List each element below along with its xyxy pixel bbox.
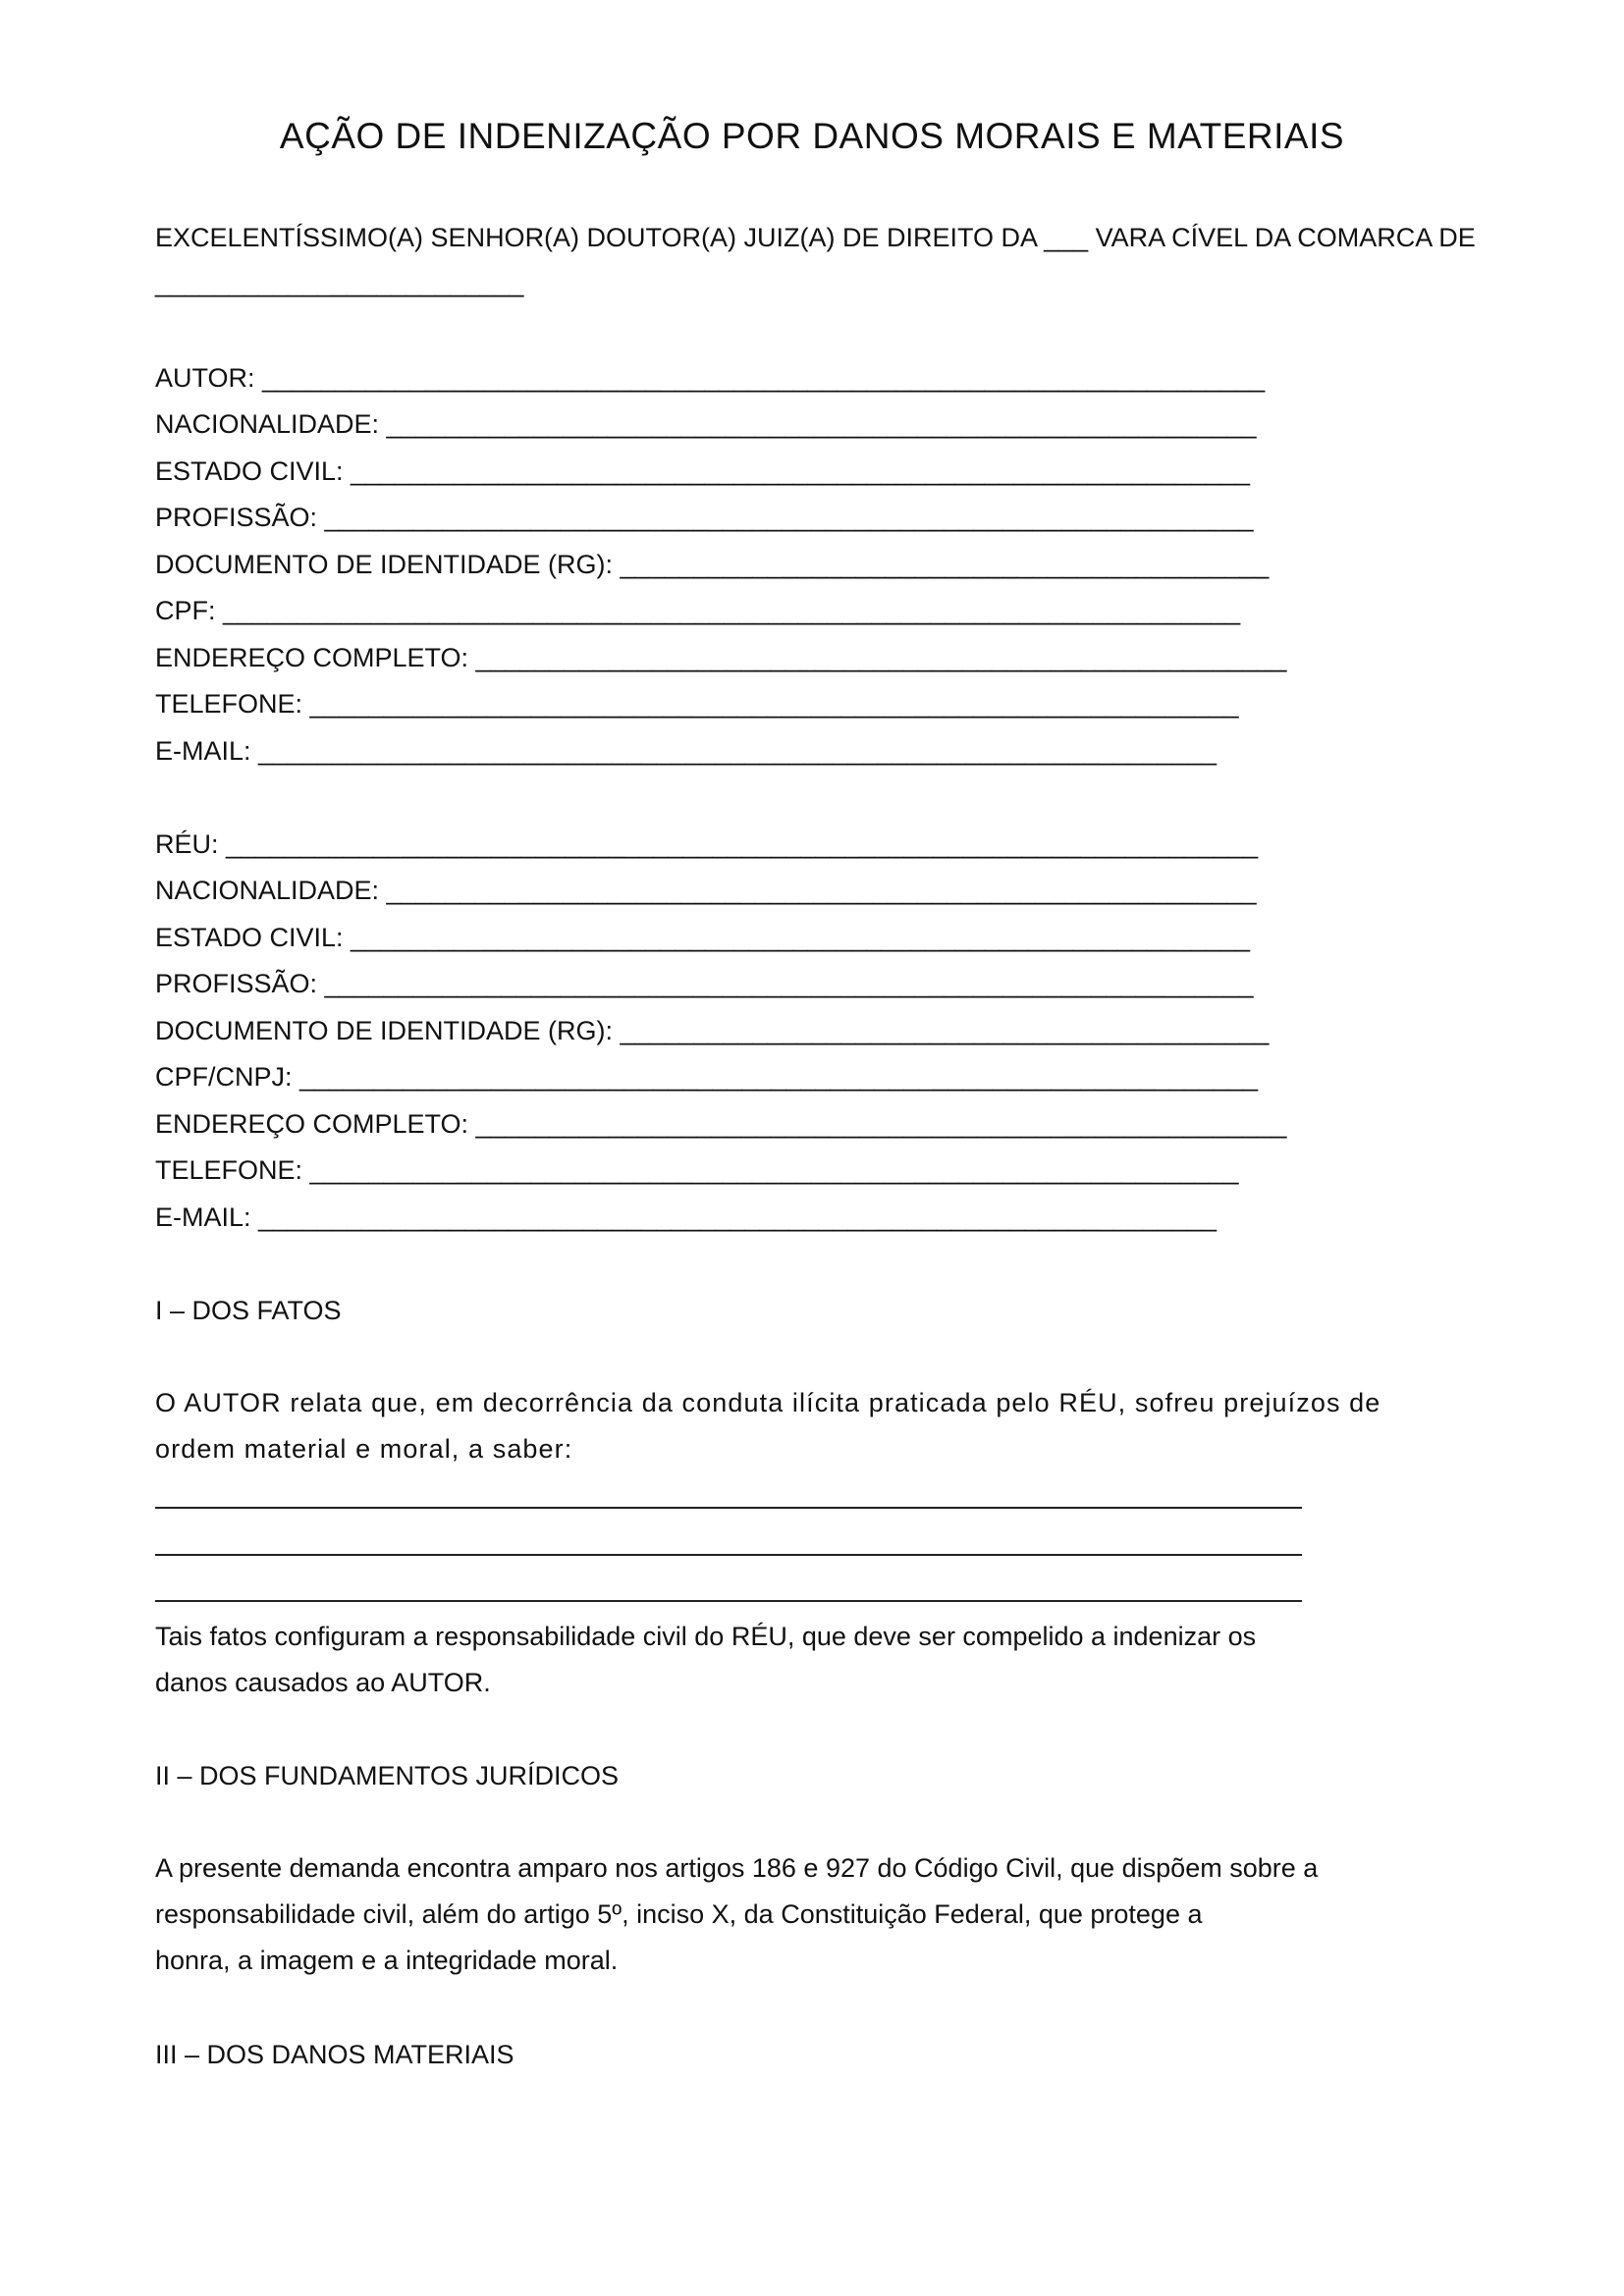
- fatos-intro-paragraph: [155, 1380, 1380, 1472]
- section-heading-fundamentos: II – DOS FUNDAMENTOS JURÍDICOS: [155, 1761, 620, 1790]
- autor-profissao-field: PROFISSÃO: _______________________________________________________________: [155, 503, 1254, 532]
- fatos-intro-line: ordem material e moral, a saber:: [155, 1434, 573, 1464]
- fatos-conclusion-line: Tais fatos configuram a responsabilidade civil do RÉU, que deve ser compelido a indenizar os: [155, 1622, 1257, 1651]
- fatos-conclusion-line: danos causados ao AUTOR.: [155, 1668, 491, 1697]
- reu-rg-field: DOCUMENTO DE IDENTIDADE (RG): ____________________________________________: [155, 1016, 1270, 1045]
- reu-profissao-field: PROFISSÃO: _______________________________________________________________: [155, 969, 1254, 998]
- addressee-line: EXCELENTÍSSIMO(A) SENHOR(A) DOUTOR(A) JUIZ(A) DE DIREITO DA ___ VARA CÍVEL DA COMARCA DE: [155, 223, 1476, 252]
- comarca-blank: _________________________: [155, 268, 524, 297]
- fundamentos-line: A presente demanda encontra amparo nos artigos 186 e 927 do Código Civil, que dispõem sobre a: [155, 1853, 1319, 1883]
- autor-nacionalidade-field: NACIONALIDADE: ___________________________________________________________: [155, 409, 1257, 439]
- autor-email-field: E-MAIL: _________________________________________________________________: [155, 736, 1218, 766]
- section-heading-danos-materiais: III – DOS DANOS MATERIAIS: [155, 2040, 514, 2069]
- reu-email-field: E-MAIL: _________________________________________________________________: [155, 1202, 1218, 1232]
- fatos-blank-line: [155, 1507, 1302, 1510]
- reu-estado-civil-field: ESTADO CIVIL: _____________________________________________________________: [155, 923, 1251, 952]
- fatos-conclusion-paragraph: [155, 1614, 1256, 1706]
- reu-nacionalidade-field: NACIONALIDADE: ___________________________________________________________: [155, 876, 1257, 905]
- autor-endereco-field: ENDEREÇO COMPLETO: _______________________________________________________: [155, 643, 1287, 672]
- reu-endereco-field: ENDEREÇO COMPLETO: _______________________________________________________: [155, 1109, 1287, 1139]
- autor-estado-civil-field: ESTADO CIVIL: _____________________________________________________________: [155, 456, 1251, 486]
- reu-field: RÉU: ______________________________________________________________________: [155, 829, 1259, 859]
- autor-rg-field: DOCUMENTO DE IDENTIDADE (RG): ____________________________________________: [155, 550, 1270, 579]
- fundamentos-line: responsabilidade civil, além do artigo 5º, inciso X, da Constituição Federal, que protege a: [155, 1899, 1203, 1929]
- section-heading-fatos: I – DOS FATOS: [155, 1296, 342, 1325]
- fatos-blank-line: [155, 1600, 1302, 1603]
- autor-cpf-field: CPF: _____________________________________________________________________: [155, 596, 1241, 625]
- reu-telefone-field: TELEFONE: _______________________________________________________________: [155, 1155, 1239, 1185]
- reu-cpf-cnpj-field: CPF/CNPJ: _________________________________________________________________: [155, 1062, 1259, 1092]
- autor-telefone-field: TELEFONE: _______________________________________________________________: [155, 689, 1239, 719]
- fundamentos-paragraph: [155, 1845, 1318, 1984]
- document-title: AÇÃO DE INDENIZAÇÃO POR DANOS MORAIS E MATERIAIS: [279, 116, 1345, 156]
- autor-field: AUTOR: ____________________________________________________________________: [155, 363, 1266, 393]
- fundamentos-line: honra, a imagem e a integridade moral.: [155, 1946, 619, 1975]
- fatos-blank-line: [155, 1554, 1302, 1557]
- fatos-intro-line: O AUTOR relata que, em decorrência da conduta ilícita praticada pelo RÉU, sofreu prejuízos de: [155, 1388, 1381, 1417]
